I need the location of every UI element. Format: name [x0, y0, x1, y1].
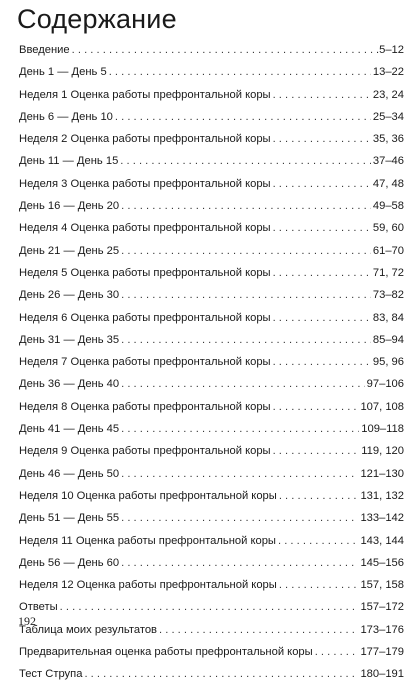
toc-entry-title: Неделя 5 Оценка работы префронтальной коры [19, 266, 271, 279]
dot-leader [121, 463, 358, 485]
toc-entry[interactable] [19, 596, 404, 618]
toc-entry-title: Неделя 8 Оценка работы префронтальной коры [19, 400, 271, 413]
toc-entry[interactable] [19, 150, 404, 172]
toc-entry[interactable] [19, 574, 404, 596]
toc-entry[interactable] [19, 530, 404, 552]
toc-entry-title: Неделя 12 Оценка работы префронтальной коры [19, 579, 277, 592]
toc-entry-title: Неделя 1 Оценка работы префронтальной коры [19, 88, 271, 101]
dot-leader [121, 552, 358, 574]
toc-entry[interactable] [19, 307, 404, 329]
toc-entry[interactable] [19, 507, 404, 529]
dot-leader [120, 150, 371, 172]
toc-entry-pages: .5–12 [376, 44, 404, 56]
toc-entry-pages: 49–58 [372, 200, 404, 213]
toc-entry-pages: 85–94 [372, 333, 404, 346]
toc-entry-pages: 35, 36 [372, 133, 404, 146]
toc-entry-pages: 157, 158 [360, 579, 404, 592]
dot-leader [72, 39, 374, 61]
toc-entry-title: Неделя 10 Оценка работы префронтальной коры [19, 489, 277, 502]
toc-entry[interactable] [19, 418, 404, 440]
dot-leader [115, 106, 371, 128]
toc-entry[interactable] [19, 195, 404, 217]
toc-entry[interactable] [19, 329, 404, 351]
toc-entry-pages: 121–130 [360, 467, 404, 480]
toc-entry-pages: 25–34 [372, 110, 404, 123]
toc-entry-title: День 56 — День 60 [19, 556, 120, 569]
page-number: 192 [18, 614, 36, 628]
toc-entry-pages: 83, 84 [372, 311, 404, 324]
toc-entry-title: День 11 — День 15 [19, 155, 119, 168]
toc-entry[interactable] [19, 240, 404, 262]
dot-leader [279, 485, 359, 507]
toc-entry-title: День 21 — День 25 [19, 244, 120, 257]
page-title: Содержание [17, 4, 177, 34]
toc-entry[interactable] [19, 284, 404, 306]
dot-leader [121, 373, 365, 395]
dot-leader [84, 663, 358, 685]
toc-entry-pages: 143, 144 [360, 534, 404, 547]
toc-entry-title: Тест Струпа [19, 668, 83, 681]
toc-entry[interactable] [19, 373, 404, 395]
dot-leader [121, 418, 359, 440]
dot-leader [121, 240, 371, 262]
dot-leader [273, 217, 371, 239]
toc-entry[interactable] [19, 84, 404, 106]
dot-leader [273, 307, 371, 329]
toc-entry-title: Предварительная оценка работы префронтальной коры [19, 646, 313, 659]
toc-entry-pages: 97–106 [366, 378, 404, 391]
dot-leader [121, 284, 371, 306]
toc-entry-pages: 109–118 [361, 423, 404, 436]
toc-entry-pages: 71, 72 [372, 266, 404, 279]
toc-entry-title: День 41 — День 45 [19, 423, 120, 436]
toc-entry-pages: 119, 120 [361, 445, 404, 458]
toc-entry[interactable] [19, 61, 404, 83]
toc-entry-pages: 157–172 [360, 601, 404, 614]
toc-entry-pages: 133–142 [360, 512, 404, 525]
toc-entry[interactable] [19, 396, 404, 418]
toc-entry[interactable] [19, 463, 404, 485]
dot-leader [109, 61, 371, 83]
toc-entry[interactable] [19, 173, 404, 195]
toc-entry-pages: 107, 108 [360, 400, 404, 413]
toc-entry-pages: 145–156 [360, 556, 404, 569]
toc-entry-title: Неделя 7 Оценка работы префронтальной коры [19, 356, 271, 369]
toc-entry[interactable] [19, 440, 404, 462]
dot-leader [279, 574, 359, 596]
toc-entry-pages: 47, 48 [372, 177, 404, 190]
toc-entry-title: Неделя 2 Оценка работы префронтальной коры [19, 133, 271, 146]
toc-entry-title: Таблица моих результатов [19, 623, 158, 636]
dot-leader [121, 195, 371, 217]
dot-leader [273, 351, 371, 373]
toc-entry-title: День 31 — День 35 [19, 333, 120, 346]
toc-entry[interactable] [19, 106, 404, 128]
dot-leader [273, 396, 359, 418]
toc-entry-title: Ответы [19, 601, 58, 614]
toc-entry-title: Неделя 3 Оценка работы префронтальной коры [19, 177, 271, 190]
toc-entry-title: День 36 — День 40 [19, 378, 120, 391]
toc-entry[interactable] [19, 485, 404, 507]
toc-entry[interactable] [19, 552, 404, 574]
dot-leader [121, 507, 358, 529]
dot-leader [278, 530, 358, 552]
toc-entry-title: День 51 — День 55 [19, 512, 120, 525]
dot-leader [273, 173, 371, 195]
toc-entry[interactable] [19, 663, 404, 685]
toc-entry-title: День 16 — День 20 [19, 200, 120, 213]
toc-entry-title: День 1 — День 5 [19, 66, 107, 79]
toc-entry[interactable] [19, 262, 404, 284]
toc-entry-pages: 173–176 [360, 623, 404, 636]
toc-entry[interactable] [19, 351, 404, 373]
dot-leader [273, 84, 371, 106]
toc-entry-pages: 23, 24 [372, 88, 404, 101]
dot-leader [273, 262, 371, 284]
toc-entry-title: Неделя 6 Оценка работы префронтальной коры [19, 311, 271, 324]
toc-entry-title: День 6 — День 10 [19, 110, 113, 123]
toc-entry-pages: 177–179 [360, 646, 404, 659]
toc-entry-title: Неделя 9 Оценка работы префронтальной коры [19, 445, 271, 458]
dot-leader [273, 440, 360, 462]
toc-entry-pages: 73–82 [372, 289, 404, 302]
toc-entry-title: Введение [19, 44, 70, 56]
toc-entry-pages: 95, 96 [372, 356, 404, 369]
dot-leader [315, 641, 359, 663]
toc-entry-pages: 37–46 [372, 155, 404, 168]
toc-entry-title: Неделя 11 Оценка работы префронтальной коры [19, 534, 276, 547]
toc-entry-pages: 61–70 [372, 244, 404, 257]
toc-entry-title: Неделя 4 Оценка работы префронтальной коры [19, 222, 271, 235]
table-of-contents [19, 39, 404, 686]
toc-entry-pages: 13–22 [372, 66, 404, 79]
toc-entry-pages: 131, 132 [360, 489, 404, 502]
toc-entry-title: День 26 — День 30 [19, 289, 120, 302]
toc-entry[interactable] [19, 39, 404, 61]
toc-entry[interactable] [19, 619, 404, 641]
toc-entry-pages: 59, 60 [372, 222, 404, 235]
dot-leader [273, 128, 371, 150]
dot-leader [159, 619, 358, 641]
dot-leader [121, 329, 371, 351]
toc-entry[interactable] [19, 217, 404, 239]
toc-entry[interactable] [19, 128, 404, 150]
toc-entry-title: День 46 — День 50 [19, 467, 120, 480]
dot-leader [60, 596, 359, 618]
toc-entry[interactable] [19, 641, 404, 663]
toc-entry-pages: 180–191 [360, 668, 404, 681]
